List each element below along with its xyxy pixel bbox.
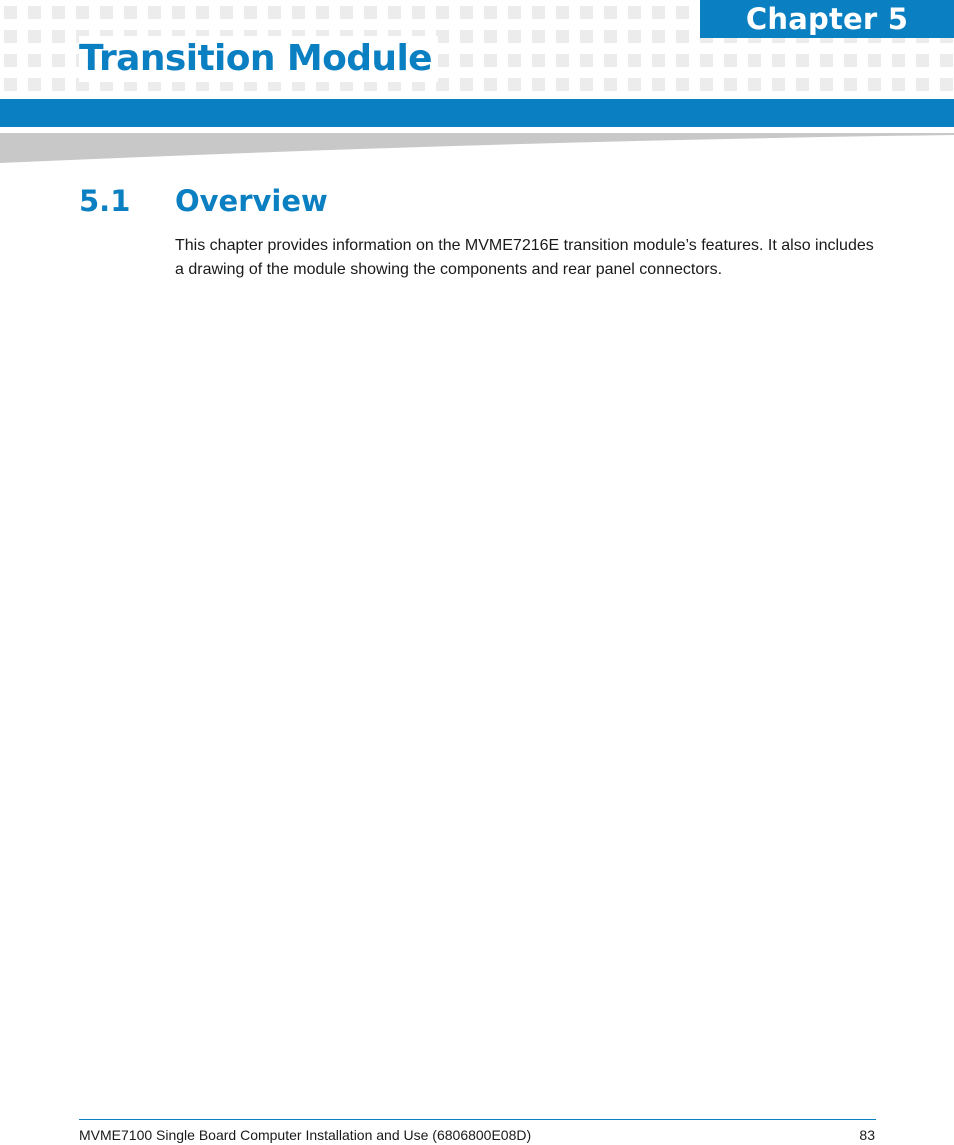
pattern-square [52, 30, 65, 43]
pattern-square [484, 6, 497, 19]
pattern-square [76, 6, 89, 19]
pattern-square [700, 54, 713, 67]
section-title: Overview [175, 184, 328, 218]
pattern-square [724, 54, 737, 67]
pattern-square [628, 6, 641, 19]
pattern-square [100, 6, 113, 19]
pattern-square [604, 30, 617, 43]
pattern-square [148, 6, 161, 19]
pattern-square [244, 6, 257, 19]
pattern-square [676, 30, 689, 43]
pattern-square [508, 6, 521, 19]
pattern-square [532, 78, 545, 91]
footer-page-number: 83 [859, 1127, 875, 1143]
pattern-square [628, 78, 641, 91]
pattern-square [532, 6, 545, 19]
pattern-square [772, 54, 785, 67]
swoosh-shape [0, 133, 954, 163]
section-heading [79, 180, 328, 222]
pattern-square [700, 78, 713, 91]
footer-document-title: MVME7100 Single Board Computer Installation and Use (6806800E08D) [79, 1127, 532, 1143]
pattern-square [268, 6, 281, 19]
footer-rule [79, 1119, 876, 1120]
pattern-square [28, 54, 41, 67]
pattern-square [796, 78, 809, 91]
pattern-square [628, 54, 641, 67]
pattern-square [556, 6, 569, 19]
pattern-square [532, 54, 545, 67]
pattern-square [916, 54, 929, 67]
pattern-square [556, 30, 569, 43]
pattern-square [892, 54, 905, 67]
pattern-square [580, 6, 593, 19]
pattern-square [484, 54, 497, 67]
pattern-square [868, 54, 881, 67]
pattern-square [364, 6, 377, 19]
pattern-square [628, 30, 641, 43]
chapter-label: Chapter 5 [745, 2, 909, 36]
pattern-square [676, 54, 689, 67]
pattern-square [844, 54, 857, 67]
pattern-square [748, 54, 761, 67]
pattern-square [556, 54, 569, 67]
pattern-square [52, 54, 65, 67]
pattern-square [4, 54, 17, 67]
pattern-square [4, 6, 17, 19]
pattern-square [340, 6, 353, 19]
pattern-square [604, 6, 617, 19]
pattern-square [940, 54, 953, 67]
pattern-square [460, 30, 473, 43]
pattern-square [124, 6, 137, 19]
pattern-square [532, 30, 545, 43]
pattern-square [820, 78, 833, 91]
pattern-square [196, 6, 209, 19]
chapter-title: Transition Module [79, 36, 438, 82]
pattern-square [604, 54, 617, 67]
pattern-square [676, 6, 689, 19]
pattern-square [4, 30, 17, 43]
pattern-square [580, 78, 593, 91]
pattern-square [484, 78, 497, 91]
pattern-square [28, 78, 41, 91]
section-number: 5.1 [79, 184, 131, 218]
pattern-square [460, 6, 473, 19]
pattern-square [652, 54, 665, 67]
pattern-square [748, 78, 761, 91]
pattern-square [220, 6, 233, 19]
pattern-square [940, 78, 953, 91]
pattern-square [580, 30, 593, 43]
pattern-square [652, 78, 665, 91]
pattern-square [388, 6, 401, 19]
pattern-square [4, 78, 17, 91]
pattern-square [796, 54, 809, 67]
pattern-square [52, 6, 65, 19]
pattern-square [604, 78, 617, 91]
pattern-square [580, 54, 593, 67]
pattern-square [772, 78, 785, 91]
pattern-square [868, 78, 881, 91]
pattern-square [412, 6, 425, 19]
pattern-square [292, 6, 305, 19]
pattern-square [556, 78, 569, 91]
pattern-square [508, 30, 521, 43]
pattern-square [508, 54, 521, 67]
pattern-square [28, 6, 41, 19]
pattern-square [652, 6, 665, 19]
pattern-square [892, 78, 905, 91]
pattern-square [28, 30, 41, 43]
pattern-square [460, 78, 473, 91]
pattern-square [460, 54, 473, 67]
pattern-square [844, 78, 857, 91]
pattern-square [172, 6, 185, 19]
pattern-square [52, 78, 65, 91]
overview-paragraph: This chapter provides information on the MVME7216E transition module’s features. It also includes a drawing of the module showing the components and rear panel connectors. [175, 237, 874, 278]
header-gray-swoosh [0, 133, 954, 163]
pattern-square [484, 30, 497, 43]
chapter-label-box [700, 0, 954, 38]
pattern-square [916, 78, 929, 91]
pattern-square [316, 6, 329, 19]
pattern-square [820, 54, 833, 67]
pattern-square [508, 78, 521, 91]
header-blue-bar [0, 99, 954, 127]
pattern-square [676, 78, 689, 91]
pattern-square [652, 30, 665, 43]
pattern-square [724, 78, 737, 91]
pattern-square [436, 6, 449, 19]
